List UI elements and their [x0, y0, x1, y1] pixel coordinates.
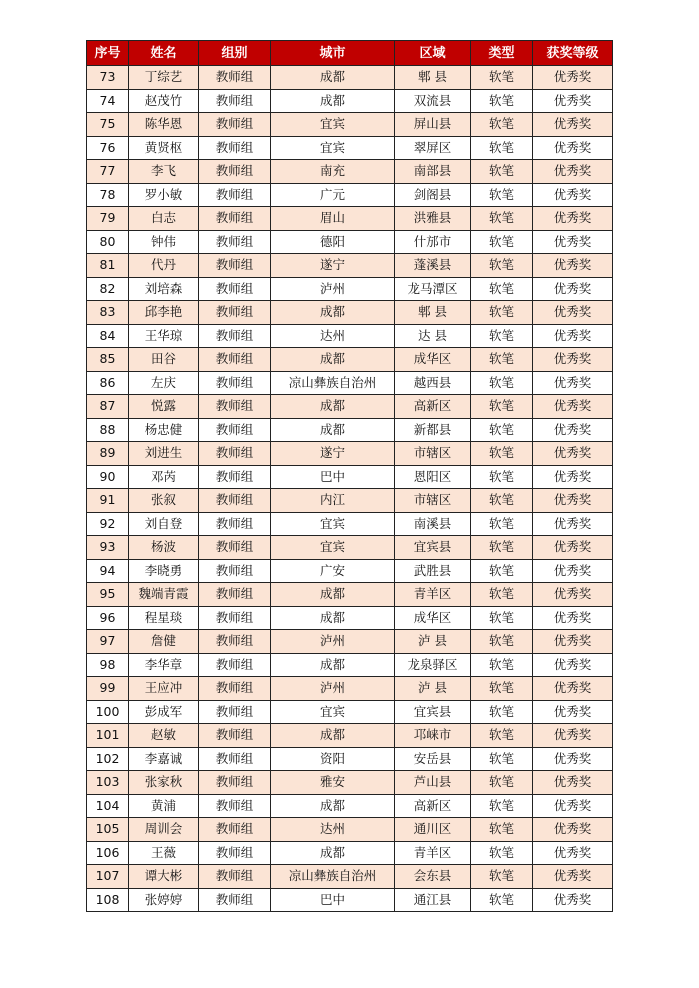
- cell-index: 74: [87, 89, 129, 113]
- cell-index: 99: [87, 677, 129, 701]
- cell-index: 90: [87, 465, 129, 489]
- cell-region: 泸 县: [395, 677, 471, 701]
- cell-name: 赵茂竹: [129, 89, 199, 113]
- cell-index: 82: [87, 277, 129, 301]
- cell-award: 优秀奖: [533, 254, 613, 278]
- cell-type: 软笔: [471, 771, 533, 795]
- cell-award: 优秀奖: [533, 583, 613, 607]
- cell-type: 软笔: [471, 465, 533, 489]
- cell-index: 93: [87, 536, 129, 560]
- cell-city: 成都: [271, 583, 395, 607]
- cell-city: 遂宁: [271, 442, 395, 466]
- table-row: [87, 583, 613, 607]
- cell-index: 86: [87, 371, 129, 395]
- cell-type: 软笔: [471, 888, 533, 912]
- cell-city: 泸州: [271, 277, 395, 301]
- cell-name: 黄浦: [129, 794, 199, 818]
- cell-award: 优秀奖: [533, 465, 613, 489]
- cell-region: 泸 县: [395, 630, 471, 654]
- table-row: [87, 465, 613, 489]
- cell-group: 教师组: [199, 794, 271, 818]
- cell-group: 教师组: [199, 183, 271, 207]
- cell-award: 优秀奖: [533, 160, 613, 184]
- cell-type: 软笔: [471, 489, 533, 513]
- table-row: [87, 724, 613, 748]
- cell-region: 成华区: [395, 348, 471, 372]
- cell-index: 101: [87, 724, 129, 748]
- cell-group: 教师组: [199, 724, 271, 748]
- cell-name: 彭成军: [129, 700, 199, 724]
- cell-index: 79: [87, 207, 129, 231]
- cell-name: 王应冲: [129, 677, 199, 701]
- cell-award: 优秀奖: [533, 89, 613, 113]
- cell-group: 教师组: [199, 348, 271, 372]
- cell-city: 广元: [271, 183, 395, 207]
- cell-region: 郫 县: [395, 301, 471, 325]
- cell-name: 刘培森: [129, 277, 199, 301]
- cell-award: 优秀奖: [533, 183, 613, 207]
- cell-award: 优秀奖: [533, 700, 613, 724]
- cell-city: 资阳: [271, 747, 395, 771]
- cell-city: 凉山彝族自治州: [271, 865, 395, 889]
- cell-index: 103: [87, 771, 129, 795]
- cell-region: 达 县: [395, 324, 471, 348]
- cell-name: 代丹: [129, 254, 199, 278]
- cell-index: 100: [87, 700, 129, 724]
- cell-city: 雅安: [271, 771, 395, 795]
- cell-city: 成都: [271, 418, 395, 442]
- table-row: [87, 865, 613, 889]
- table-row: [87, 301, 613, 325]
- cell-award: 优秀奖: [533, 841, 613, 865]
- cell-region: 洪雅县: [395, 207, 471, 231]
- table-row: [87, 536, 613, 560]
- cell-type: 软笔: [471, 794, 533, 818]
- cell-city: 达州: [271, 818, 395, 842]
- cell-region: 青羊区: [395, 583, 471, 607]
- table-row: [87, 794, 613, 818]
- table-row: [87, 818, 613, 842]
- cell-group: 教师组: [199, 136, 271, 160]
- cell-region: 双流县: [395, 89, 471, 113]
- cell-group: 教师组: [199, 865, 271, 889]
- cell-region: 通江县: [395, 888, 471, 912]
- cell-award: 优秀奖: [533, 136, 613, 160]
- cell-index: 87: [87, 395, 129, 419]
- cell-type: 软笔: [471, 559, 533, 583]
- cell-city: 宜宾: [271, 113, 395, 137]
- cell-region: 剑阁县: [395, 183, 471, 207]
- cell-type: 软笔: [471, 677, 533, 701]
- cell-region: 龙泉驿区: [395, 653, 471, 677]
- cell-name: 邱李艳: [129, 301, 199, 325]
- cell-city: 泸州: [271, 677, 395, 701]
- cell-group: 教师组: [199, 465, 271, 489]
- cell-group: 教师组: [199, 230, 271, 254]
- cell-city: 宜宾: [271, 700, 395, 724]
- cell-award: 优秀奖: [533, 888, 613, 912]
- cell-group: 教师组: [199, 301, 271, 325]
- cell-name: 悦露: [129, 395, 199, 419]
- cell-index: 96: [87, 606, 129, 630]
- header-city: 城市: [271, 41, 395, 66]
- table-row: [87, 324, 613, 348]
- table-body: [87, 66, 613, 912]
- cell-type: 软笔: [471, 865, 533, 889]
- table-row: [87, 442, 613, 466]
- cell-city: 成都: [271, 89, 395, 113]
- cell-name: 白志: [129, 207, 199, 231]
- cell-group: 教师组: [199, 536, 271, 560]
- cell-city: 成都: [271, 653, 395, 677]
- cell-name: 魏端青霞: [129, 583, 199, 607]
- table-row: [87, 489, 613, 513]
- cell-city: 成都: [271, 724, 395, 748]
- cell-city: 达州: [271, 324, 395, 348]
- cell-type: 软笔: [471, 254, 533, 278]
- cell-type: 软笔: [471, 418, 533, 442]
- cell-group: 教师组: [199, 606, 271, 630]
- cell-region: 恩阳区: [395, 465, 471, 489]
- cell-name: 王华琼: [129, 324, 199, 348]
- cell-region: 芦山县: [395, 771, 471, 795]
- cell-award: 优秀奖: [533, 677, 613, 701]
- cell-group: 教师组: [199, 160, 271, 184]
- cell-name: 邓芮: [129, 465, 199, 489]
- cell-name: 张家秋: [129, 771, 199, 795]
- header-index: 序号: [87, 41, 129, 66]
- cell-group: 教师组: [199, 254, 271, 278]
- cell-index: 89: [87, 442, 129, 466]
- cell-type: 软笔: [471, 536, 533, 560]
- cell-city: 遂宁: [271, 254, 395, 278]
- cell-region: 南溪县: [395, 512, 471, 536]
- cell-index: 104: [87, 794, 129, 818]
- cell-group: 教师组: [199, 66, 271, 90]
- cell-type: 软笔: [471, 89, 533, 113]
- cell-region: 南部县: [395, 160, 471, 184]
- table-row: [87, 371, 613, 395]
- cell-group: 教师组: [199, 818, 271, 842]
- cell-name: 李嘉诚: [129, 747, 199, 771]
- table-row: [87, 677, 613, 701]
- cell-type: 软笔: [471, 160, 533, 184]
- cell-type: 软笔: [471, 630, 533, 654]
- cell-name: 张叙: [129, 489, 199, 513]
- cell-index: 76: [87, 136, 129, 160]
- table-row: [87, 183, 613, 207]
- cell-type: 软笔: [471, 371, 533, 395]
- table-row: [87, 160, 613, 184]
- table-row: [87, 747, 613, 771]
- cell-city: 宜宾: [271, 136, 395, 160]
- cell-type: 软笔: [471, 136, 533, 160]
- cell-name: 左庆: [129, 371, 199, 395]
- cell-region: 通川区: [395, 818, 471, 842]
- cell-region: 新都县: [395, 418, 471, 442]
- table-row: [87, 89, 613, 113]
- cell-index: 83: [87, 301, 129, 325]
- cell-region: 青羊区: [395, 841, 471, 865]
- cell-city: 广安: [271, 559, 395, 583]
- cell-region: 高新区: [395, 395, 471, 419]
- cell-index: 95: [87, 583, 129, 607]
- table-row: [87, 254, 613, 278]
- cell-group: 教师组: [199, 277, 271, 301]
- cell-name: 程星琰: [129, 606, 199, 630]
- header-group: 组别: [199, 41, 271, 66]
- cell-group: 教师组: [199, 489, 271, 513]
- cell-region: 宜宾县: [395, 536, 471, 560]
- cell-index: 80: [87, 230, 129, 254]
- cell-name: 钟伟: [129, 230, 199, 254]
- cell-city: 眉山: [271, 207, 395, 231]
- cell-name: 张婷婷: [129, 888, 199, 912]
- cell-index: 108: [87, 888, 129, 912]
- table-row: [87, 395, 613, 419]
- cell-type: 软笔: [471, 66, 533, 90]
- cell-region: 市辖区: [395, 489, 471, 513]
- cell-group: 教师组: [199, 653, 271, 677]
- cell-type: 软笔: [471, 324, 533, 348]
- cell-city: 成都: [271, 301, 395, 325]
- cell-city: 成都: [271, 841, 395, 865]
- cell-group: 教师组: [199, 888, 271, 912]
- cell-type: 软笔: [471, 348, 533, 372]
- cell-name: 李飞: [129, 160, 199, 184]
- cell-name: 田谷: [129, 348, 199, 372]
- cell-region: 越西县: [395, 371, 471, 395]
- cell-name: 黄贤枢: [129, 136, 199, 160]
- cell-name: 赵敏: [129, 724, 199, 748]
- cell-city: 泸州: [271, 630, 395, 654]
- cell-group: 教师组: [199, 630, 271, 654]
- table-row: [87, 559, 613, 583]
- cell-name: 谭大彬: [129, 865, 199, 889]
- cell-award: 优秀奖: [533, 230, 613, 254]
- cell-region: 郫 县: [395, 66, 471, 90]
- cell-award: 优秀奖: [533, 66, 613, 90]
- cell-region: 龙马潭区: [395, 277, 471, 301]
- cell-index: 77: [87, 160, 129, 184]
- cell-type: 软笔: [471, 818, 533, 842]
- cell-type: 软笔: [471, 301, 533, 325]
- table-row: [87, 277, 613, 301]
- cell-index: 102: [87, 747, 129, 771]
- cell-region: 会东县: [395, 865, 471, 889]
- cell-type: 软笔: [471, 207, 533, 231]
- table-row: [87, 700, 613, 724]
- cell-index: 78: [87, 183, 129, 207]
- cell-award: 优秀奖: [533, 301, 613, 325]
- cell-type: 软笔: [471, 747, 533, 771]
- cell-group: 教师组: [199, 747, 271, 771]
- cell-name: 刘进生: [129, 442, 199, 466]
- cell-city: 德阳: [271, 230, 395, 254]
- header-award: 获奖等级: [533, 41, 613, 66]
- cell-index: 107: [87, 865, 129, 889]
- cell-award: 优秀奖: [533, 207, 613, 231]
- cell-award: 优秀奖: [533, 747, 613, 771]
- cell-index: 91: [87, 489, 129, 513]
- cell-index: 84: [87, 324, 129, 348]
- cell-index: 75: [87, 113, 129, 137]
- cell-group: 教师组: [199, 700, 271, 724]
- cell-region: 武胜县: [395, 559, 471, 583]
- cell-region: 高新区: [395, 794, 471, 818]
- table-row: [87, 113, 613, 137]
- cell-award: 优秀奖: [533, 395, 613, 419]
- cell-award: 优秀奖: [533, 865, 613, 889]
- cell-region: 蓬溪县: [395, 254, 471, 278]
- cell-type: 软笔: [471, 442, 533, 466]
- cell-type: 软笔: [471, 277, 533, 301]
- table-row: [87, 136, 613, 160]
- table-row: [87, 771, 613, 795]
- cell-city: 凉山彝族自治州: [271, 371, 395, 395]
- cell-name: 丁综艺: [129, 66, 199, 90]
- cell-award: 优秀奖: [533, 348, 613, 372]
- cell-index: 88: [87, 418, 129, 442]
- cell-name: 杨忠健: [129, 418, 199, 442]
- award-list-table: [86, 40, 613, 912]
- cell-city: 成都: [271, 794, 395, 818]
- header-name: 姓名: [129, 41, 199, 66]
- cell-group: 教师组: [199, 418, 271, 442]
- table-row: [87, 418, 613, 442]
- cell-index: 106: [87, 841, 129, 865]
- cell-award: 优秀奖: [533, 630, 613, 654]
- cell-name: 周训会: [129, 818, 199, 842]
- cell-group: 教师组: [199, 512, 271, 536]
- cell-type: 软笔: [471, 606, 533, 630]
- cell-group: 教师组: [199, 442, 271, 466]
- cell-group: 教师组: [199, 771, 271, 795]
- cell-type: 软笔: [471, 113, 533, 137]
- cell-name: 李晓勇: [129, 559, 199, 583]
- cell-city: 成都: [271, 395, 395, 419]
- cell-city: 成都: [271, 348, 395, 372]
- table-row: [87, 348, 613, 372]
- cell-group: 教师组: [199, 395, 271, 419]
- cell-type: 软笔: [471, 395, 533, 419]
- cell-index: 81: [87, 254, 129, 278]
- cell-group: 教师组: [199, 207, 271, 231]
- cell-city: 巴中: [271, 888, 395, 912]
- cell-award: 优秀奖: [533, 606, 613, 630]
- cell-award: 优秀奖: [533, 653, 613, 677]
- cell-city: 巴中: [271, 465, 395, 489]
- cell-award: 优秀奖: [533, 277, 613, 301]
- cell-name: 杨波: [129, 536, 199, 560]
- cell-award: 优秀奖: [533, 536, 613, 560]
- cell-region: 宜宾县: [395, 700, 471, 724]
- cell-index: 94: [87, 559, 129, 583]
- cell-award: 优秀奖: [533, 324, 613, 348]
- cell-region: 市辖区: [395, 442, 471, 466]
- cell-award: 优秀奖: [533, 442, 613, 466]
- cell-type: 软笔: [471, 183, 533, 207]
- cell-award: 优秀奖: [533, 113, 613, 137]
- table-row: [87, 630, 613, 654]
- cell-group: 教师组: [199, 113, 271, 137]
- cell-group: 教师组: [199, 841, 271, 865]
- table-row: [87, 66, 613, 90]
- cell-name: 李华章: [129, 653, 199, 677]
- cell-region: 翠屏区: [395, 136, 471, 160]
- header-type: 类型: [471, 41, 533, 66]
- cell-award: 优秀奖: [533, 489, 613, 513]
- cell-group: 教师组: [199, 583, 271, 607]
- cell-name: 罗小敏: [129, 183, 199, 207]
- cell-type: 软笔: [471, 583, 533, 607]
- cell-index: 98: [87, 653, 129, 677]
- cell-city: 成都: [271, 66, 395, 90]
- cell-region: 安岳县: [395, 747, 471, 771]
- cell-type: 软笔: [471, 653, 533, 677]
- cell-name: 刘自登: [129, 512, 199, 536]
- header-row: [87, 41, 613, 66]
- cell-region: 成华区: [395, 606, 471, 630]
- cell-index: 105: [87, 818, 129, 842]
- cell-award: 优秀奖: [533, 418, 613, 442]
- cell-index: 85: [87, 348, 129, 372]
- cell-type: 软笔: [471, 700, 533, 724]
- cell-city: 内江: [271, 489, 395, 513]
- cell-name: 王薇: [129, 841, 199, 865]
- cell-award: 优秀奖: [533, 371, 613, 395]
- cell-award: 优秀奖: [533, 771, 613, 795]
- cell-index: 92: [87, 512, 129, 536]
- table-header: [87, 41, 613, 66]
- cell-city: 南充: [271, 160, 395, 184]
- cell-index: 73: [87, 66, 129, 90]
- cell-group: 教师组: [199, 324, 271, 348]
- table-row: [87, 888, 613, 912]
- cell-type: 软笔: [471, 512, 533, 536]
- cell-award: 优秀奖: [533, 559, 613, 583]
- table-row: [87, 841, 613, 865]
- cell-region: 屏山县: [395, 113, 471, 137]
- cell-award: 优秀奖: [533, 724, 613, 748]
- cell-city: 宜宾: [271, 536, 395, 560]
- cell-city: 宜宾: [271, 512, 395, 536]
- cell-award: 优秀奖: [533, 512, 613, 536]
- cell-region: 什邡市: [395, 230, 471, 254]
- cell-award: 优秀奖: [533, 794, 613, 818]
- cell-city: 成都: [271, 606, 395, 630]
- cell-type: 软笔: [471, 230, 533, 254]
- table-row: [87, 230, 613, 254]
- cell-group: 教师组: [199, 559, 271, 583]
- cell-group: 教师组: [199, 677, 271, 701]
- cell-type: 软笔: [471, 724, 533, 748]
- table-row: [87, 653, 613, 677]
- cell-name: 陈华恩: [129, 113, 199, 137]
- cell-group: 教师组: [199, 371, 271, 395]
- cell-group: 教师组: [199, 89, 271, 113]
- cell-region: 邛崃市: [395, 724, 471, 748]
- table-row: [87, 512, 613, 536]
- table-row: [87, 207, 613, 231]
- header-region: 区域: [395, 41, 471, 66]
- cell-index: 97: [87, 630, 129, 654]
- cell-award: 优秀奖: [533, 818, 613, 842]
- cell-name: 詹健: [129, 630, 199, 654]
- cell-type: 软笔: [471, 841, 533, 865]
- table-row: [87, 606, 613, 630]
